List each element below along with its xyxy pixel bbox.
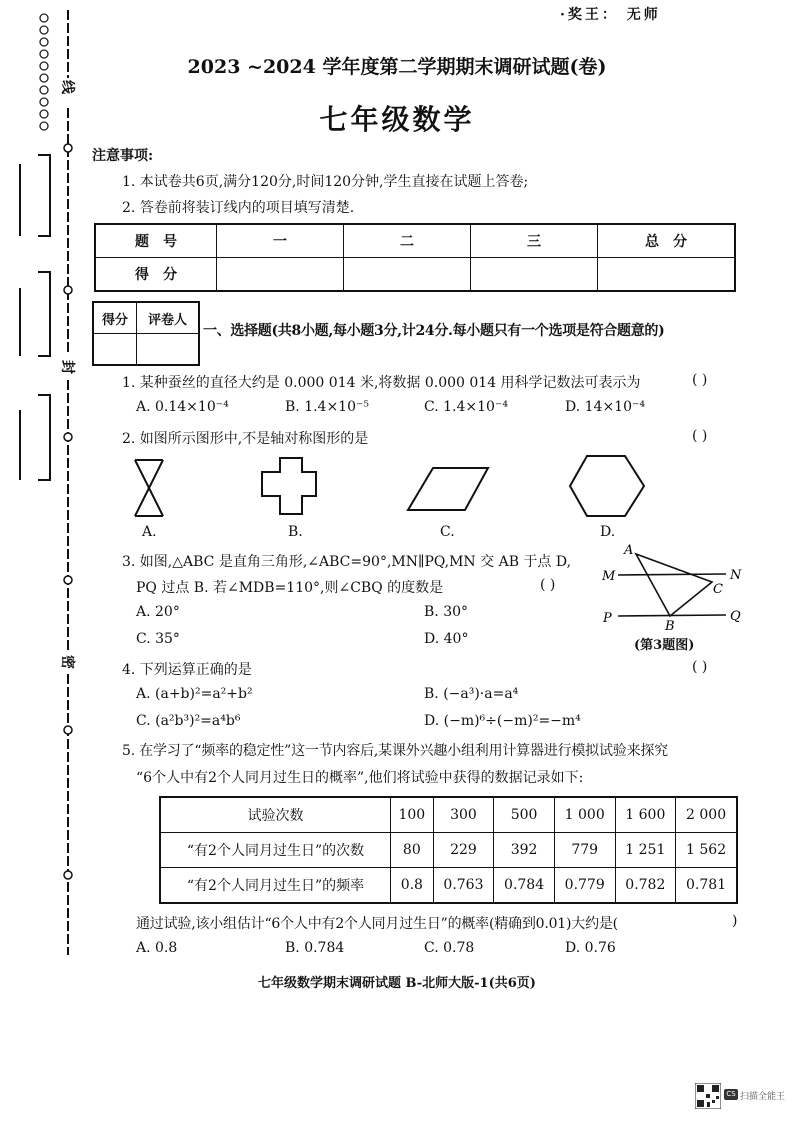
score-cell-total[interactable] xyxy=(598,258,736,292)
q5-table-header-row xyxy=(160,797,737,833)
q1-option-c[interactable]: C. 1.4×10⁻⁴ xyxy=(424,399,508,415)
q2-figures xyxy=(130,452,650,524)
grader-score-label: 得分 xyxy=(93,302,136,334)
fig-label-b: B xyxy=(665,619,675,634)
q3-figure-caption: (第3题图) xyxy=(634,638,695,653)
q3-option-d[interactable]: D. 40° xyxy=(424,631,469,647)
q5-answer-paren-close[interactable]: ) xyxy=(732,913,738,929)
fig-label-p: P xyxy=(603,611,612,626)
q4-option-d[interactable]: D. (−m)⁶÷(−m)²=−m⁴ xyxy=(424,713,581,729)
q2-stem: 2. 如图所示图形中,不是轴对称图形的是 xyxy=(122,431,369,447)
q5-header-cell: 300 xyxy=(433,797,494,833)
q5-cell: 80 xyxy=(391,833,434,868)
line-mn xyxy=(618,574,726,575)
q5-cell: 0.8 xyxy=(391,868,434,904)
grader-name-cell[interactable] xyxy=(136,334,199,366)
page-footer: 七年级数学期末调研试题 B-北师大版-1(共6页) xyxy=(258,976,536,991)
q5-cell: 0.763 xyxy=(433,868,494,904)
q1-answer-paren[interactable]: ( ) xyxy=(692,372,708,388)
q1-stem: 1. 某种蚕丝的直径大约是 0.000 014 米,将数据 0.000 014 用科学记数法可表示为 xyxy=(122,375,641,391)
q5-header-cell: 100 xyxy=(391,797,434,833)
grader-table xyxy=(92,301,200,366)
q5-row-label: “有2个人同月过生日”的次数 xyxy=(160,833,391,868)
q5-table-row-count xyxy=(160,833,737,868)
q2-label-a[interactable]: A. xyxy=(142,524,157,540)
score-col-2: 二 xyxy=(344,224,471,258)
q3-line-1: 3. 如图,△ABC 是直角三角形,∠ABC=90°,MN∥PQ,MN 交 AB 于点 D, xyxy=(122,554,572,570)
q5-header-cell: 试验次数 xyxy=(160,797,391,833)
qr-code-icon xyxy=(695,1083,721,1109)
q5-cell: 229 xyxy=(433,833,494,868)
q5-cell: 779 xyxy=(554,833,615,868)
q4-option-c[interactable]: C. (a²b³)²=a⁴b⁶ xyxy=(136,713,241,729)
q5-option-d[interactable]: D. 0.76 xyxy=(565,940,616,956)
score-cell-1[interactable] xyxy=(217,258,344,292)
q5-line-1: 5. 在学习了“频率的稳定性”这一节内容后,某课外兴趣小组利用计算器进行模拟试验来探究 xyxy=(122,743,668,759)
fig-label-m: M xyxy=(602,569,616,584)
q5-option-b[interactable]: B. 0.784 xyxy=(285,940,345,956)
q5-cell: 0.779 xyxy=(554,868,615,904)
q5-header-cell: 2 000 xyxy=(676,797,737,833)
q2-answer-paren[interactable]: ( ) xyxy=(692,428,708,444)
q5-conclusion: 通过试验,该小组估计“6个人中有2个人同月过生日”的概率(精确到0.01)大约是( xyxy=(136,916,618,932)
binding-strip xyxy=(0,0,100,960)
top-right-fragment: ·奖王： 无师 xyxy=(560,7,661,23)
q2-label-b[interactable]: B. xyxy=(288,524,303,540)
q3-figure xyxy=(598,544,748,636)
fig-label-q: Q xyxy=(730,609,741,624)
grader-score-cell[interactable] xyxy=(93,334,136,366)
q5-table-row-frequency xyxy=(160,868,737,904)
q5-cell: 1 562 xyxy=(676,833,737,868)
q4-option-a[interactable]: A. (a+b)²=a²+b² xyxy=(136,686,253,702)
q3-option-b[interactable]: B. 30° xyxy=(424,604,469,620)
q5-cell: 0.784 xyxy=(494,868,555,904)
q4-answer-paren[interactable]: ( ) xyxy=(692,659,708,675)
parallelogram-figure xyxy=(408,468,488,510)
notes-item-2: 2. 答卷前将装订线内的项目填写清楚. xyxy=(122,200,355,216)
binding-seal-label: 封 xyxy=(59,360,75,374)
notes-heading: 注意事项: xyxy=(92,148,154,164)
binding-secret-label: 密 xyxy=(59,655,75,669)
q3-answer-paren[interactable]: ( ) xyxy=(540,577,556,593)
q5-cell: 392 xyxy=(494,833,555,868)
q5-option-a[interactable]: A. 0.8 xyxy=(136,940,178,956)
score-cell-2[interactable] xyxy=(344,258,471,292)
q4-option-b[interactable]: B. (−a³)·a=a⁴ xyxy=(424,686,519,702)
fig-label-n: N xyxy=(730,568,742,583)
hourglass-figure xyxy=(135,460,163,516)
q5-option-c[interactable]: C. 0.78 xyxy=(424,940,475,956)
hexagon-figure xyxy=(570,456,644,516)
q1-option-b[interactable]: B. 1.4×10⁻⁵ xyxy=(285,399,369,415)
notes-item-1: 1. 本试卷共6页,满分120分,时间120分钟,学生直接在试题上答卷; xyxy=(122,174,529,190)
score-table-header-row xyxy=(95,224,735,258)
cross-figure xyxy=(262,458,316,514)
scanner-logo-icon: CS xyxy=(724,1089,738,1100)
score-row-header-score: 得 分 xyxy=(95,258,217,292)
score-table-score-row xyxy=(95,258,735,292)
q1-option-a[interactable]: A. 0.14×10⁻⁴ xyxy=(136,399,229,415)
q5-header-cell: 1 000 xyxy=(554,797,615,833)
score-row-header-number: 题 号 xyxy=(95,224,217,258)
fig-label-a: A xyxy=(624,544,634,558)
q5-row-label: “有2个人同月过生日”的频率 xyxy=(160,868,391,904)
binding-line-label: 线 xyxy=(59,80,75,94)
score-col-total: 总 分 xyxy=(598,224,736,258)
q5-line-2: “6个人中有2个人同月过生日的概率”,他们将试验中获得的数据记录如下: xyxy=(136,770,584,786)
q5-header-cell: 500 xyxy=(494,797,555,833)
q1-option-d[interactable]: D. 14×10⁻⁴ xyxy=(565,399,645,415)
q3-option-c[interactable]: C. 35° xyxy=(136,631,180,647)
score-table xyxy=(94,223,736,292)
score-col-3: 三 xyxy=(471,224,598,258)
q4-stem: 4. 下列运算正确的是 xyxy=(122,662,252,678)
score-col-1: 一 xyxy=(217,224,344,258)
section-1-title: 一、选择题(共8小题,每小题3分,计24分.每小题只有一个选项是符合题意的) xyxy=(203,323,665,339)
q5-data-table xyxy=(159,796,738,904)
q2-label-d[interactable]: D. xyxy=(600,524,616,540)
exam-title: 2023 ~2024 学年度第二学期期末调研试题(卷) xyxy=(187,56,607,78)
q3-option-a[interactable]: A. 20° xyxy=(136,604,180,620)
fig-label-c: C xyxy=(713,582,723,597)
q3-line-2: PQ 过点 B. 若∠MDB=110°,则∠CBQ 的度数是 xyxy=(136,580,444,596)
score-cell-3[interactable] xyxy=(471,258,598,292)
triangle-abc xyxy=(636,554,712,616)
q2-label-c[interactable]: C. xyxy=(440,524,455,540)
q5-cell: 0.782 xyxy=(615,868,676,904)
subject-title: 七年级数学 xyxy=(319,103,475,136)
q5-header-cell: 1 600 xyxy=(615,797,676,833)
scanner-brand: 扫描全能王 xyxy=(740,1092,786,1102)
q5-cell: 1 251 xyxy=(615,833,676,868)
q5-cell: 0.781 xyxy=(676,868,737,904)
grader-name-label: 评卷人 xyxy=(136,302,199,334)
